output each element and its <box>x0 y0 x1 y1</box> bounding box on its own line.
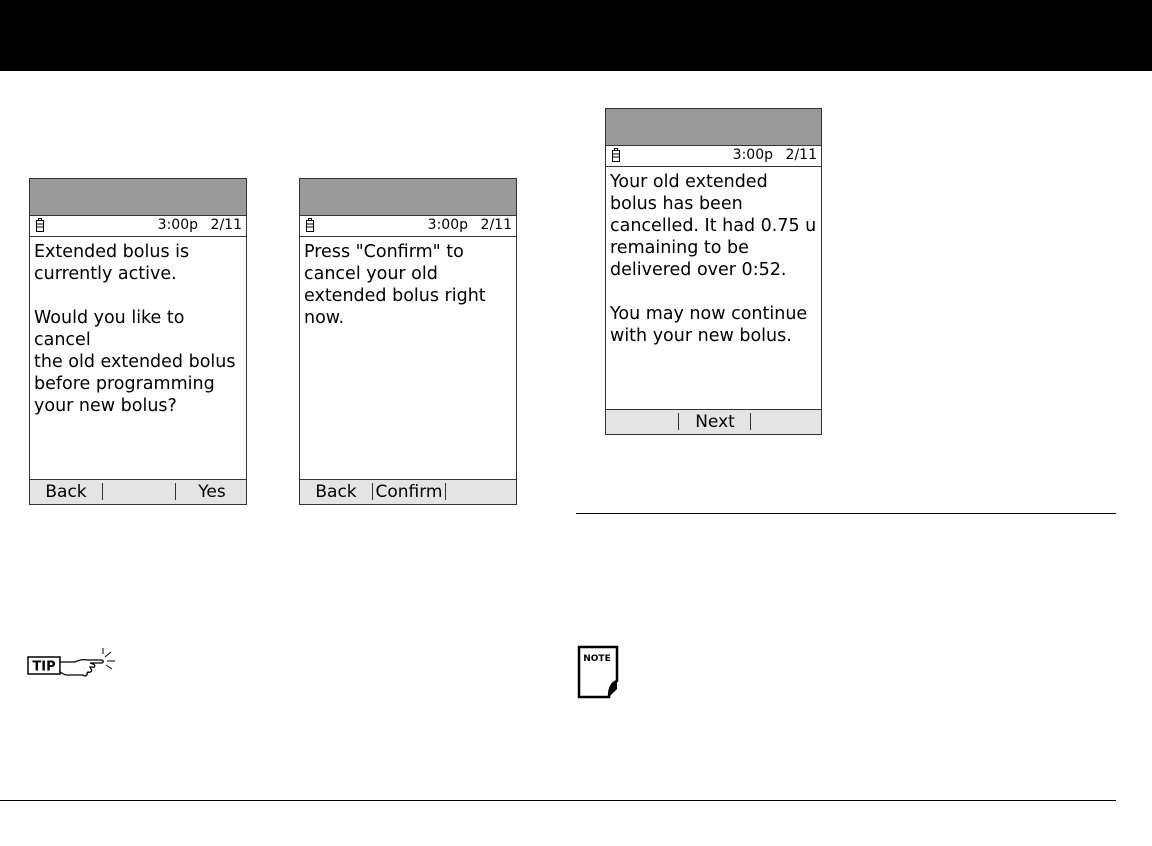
screen-message: Your old extended bolus has been cancelled. It had 0.75 u remaining to be delivered over 0:52. You may now continue with your new bolus. <box>610 172 817 346</box>
status-bar <box>30 216 246 237</box>
softkey-yes[interactable]: Yes <box>198 482 226 502</box>
softkey-next[interactable]: Next <box>695 412 735 432</box>
battery-icon <box>306 218 314 232</box>
battery-icon <box>36 218 44 232</box>
screen-message: Extended bolus is currently active. Would you like to cancel the old extended bolus before programming your new bolus? <box>34 242 236 416</box>
tip-icon <box>27 648 117 682</box>
header-bar <box>0 0 1152 71</box>
section-divider <box>576 513 1116 514</box>
status-time: 3:00p <box>427 217 468 233</box>
pump-screen-cancel-prompt <box>29 178 247 505</box>
battery-icon <box>612 148 620 162</box>
softkey-bar <box>300 479 516 504</box>
note-icon <box>577 645 619 699</box>
pump-screen-confirm-cancel <box>299 178 517 505</box>
status-time: 3:00p <box>157 217 198 233</box>
softkey-bar <box>30 479 246 504</box>
softkey-confirm[interactable]: Confirm <box>375 482 443 502</box>
softkey-back[interactable]: Back <box>315 482 357 502</box>
softkey-right[interactable] <box>751 411 823 433</box>
status-date: 2/11 <box>785 147 817 163</box>
status-date: 2/11 <box>480 217 512 233</box>
softkey-left[interactable] <box>606 411 678 433</box>
screen-message: Press "Confirm" to cancel your old extended bolus right now. <box>304 242 486 328</box>
footer-rule <box>0 800 1116 801</box>
softkey-back[interactable]: Back <box>45 482 87 502</box>
screen-title-band <box>30 179 246 216</box>
screen-title-band <box>606 109 821 146</box>
screen-title-band <box>300 179 516 216</box>
softkey-middle[interactable] <box>103 481 175 503</box>
pump-screen-cancelled <box>605 108 822 435</box>
svg-text:NOTE: NOTE <box>583 654 611 664</box>
softkey-bar <box>606 409 821 434</box>
svg-text:TIP: TIP <box>32 659 56 675</box>
status-date: 2/11 <box>210 217 242 233</box>
status-time: 3:00p <box>732 147 773 163</box>
status-bar <box>300 216 516 237</box>
softkey-right[interactable] <box>446 481 518 503</box>
status-bar <box>606 146 821 167</box>
